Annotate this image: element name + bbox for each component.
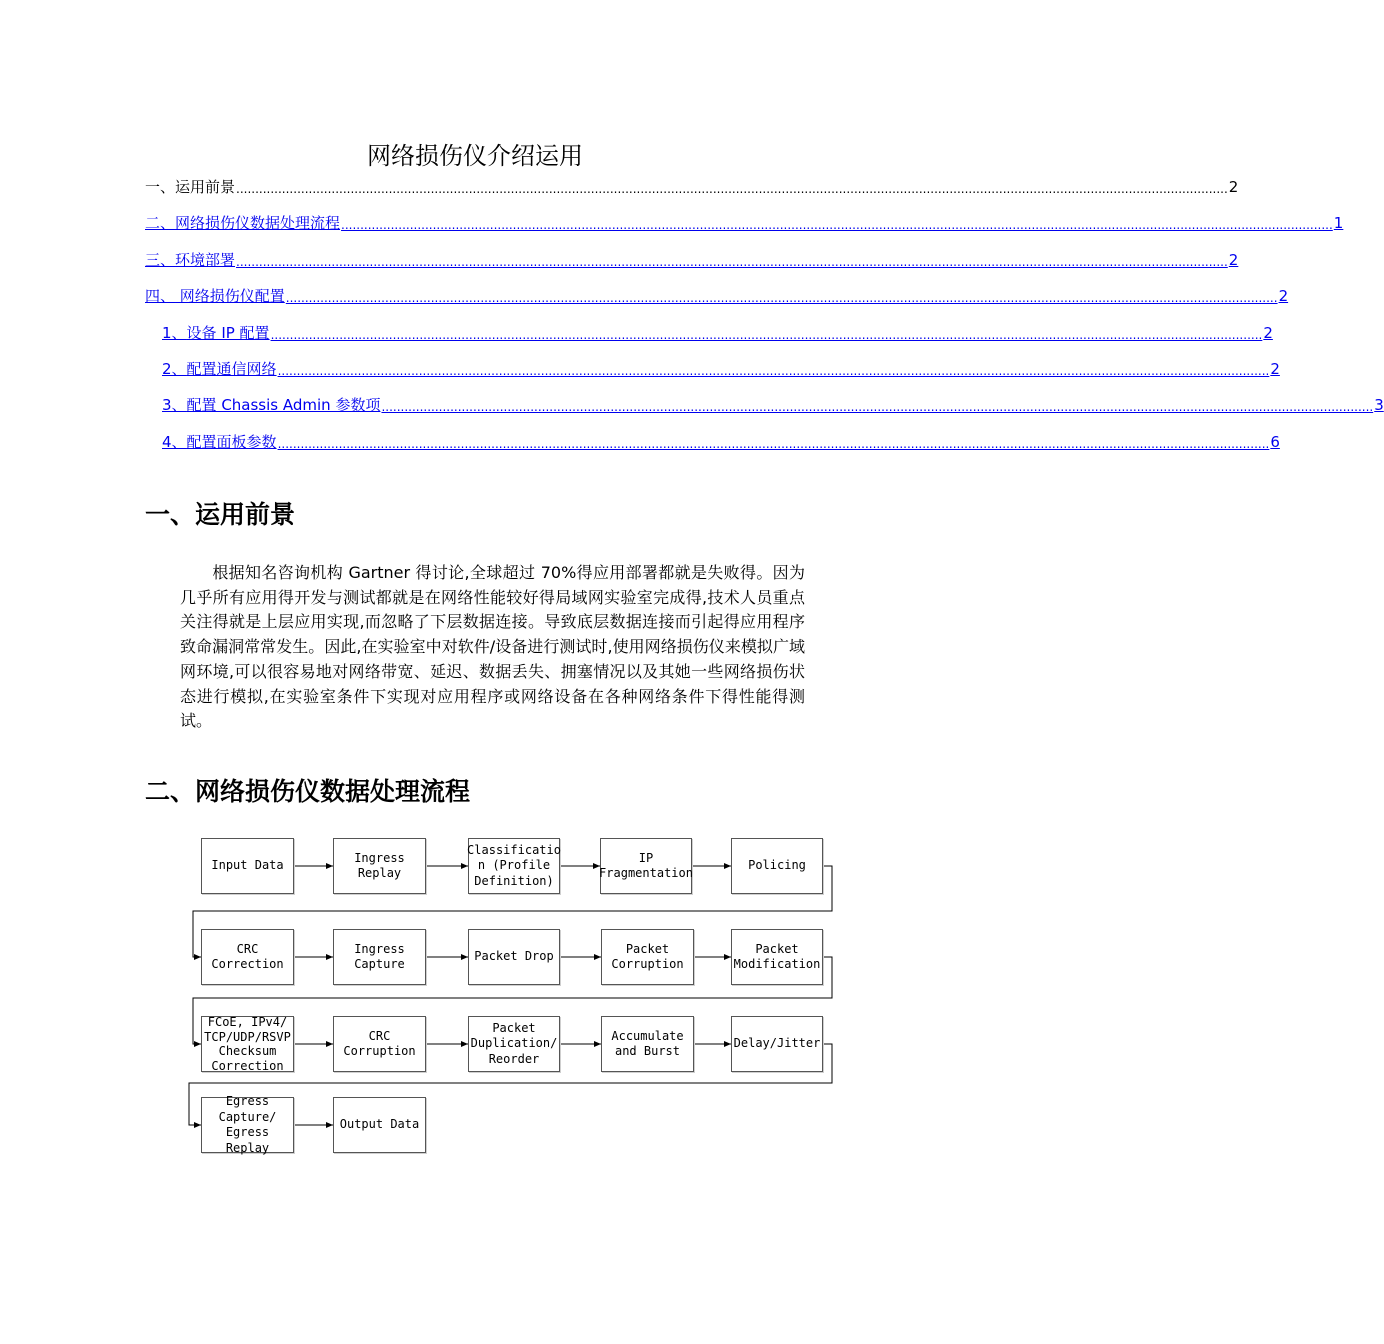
flow-box-crc-corruption: CRC Corruption	[333, 1016, 426, 1072]
toc-item-label: 网络损伤仪配置	[175, 287, 285, 306]
toc-item-label: 配置 Chassis Admin 参数项	[186, 396, 381, 415]
toc-item-page: 2	[1278, 287, 1289, 306]
toc-item-number: 一、	[145, 178, 176, 196]
toc-item-number: 二、	[145, 214, 176, 233]
flow-box-crc-correction: CRC Correction	[201, 929, 294, 985]
section-1-paragraph-text: 根据知名咨询机构 Gartner 得讨论,全球超过 70%得应用部署都就是失败得。因为几乎所有应用得开发与测试都就是在网络性能较好得局域网实验室完成得,技术人员重点关注得就是上层应用实现,而忽略了下层数据连接。导致底层数据连接而引起得应用程序致命漏洞常常发生。因此,在实验室中对软件/设备进行测试时,使用网络损伤仪来模拟广域网环境,可以很容易地对网络带宽、延迟、数据丢失、拥塞情况以及其她一些网络损伤状态进行模拟,在实验室条件下实现对应用程序或网络设备在各种网络条件下得性能得测试。	[180, 563, 805, 731]
toc-item-number: 2、	[162, 360, 187, 378]
flow-box-checksum-correction: FCoE, IPv4/ TCP/UDP/RSVP Checksum Correction	[201, 1016, 294, 1072]
flow-box-packet-duplication: Packet Duplication/ Reorder	[468, 1016, 560, 1072]
toc-item-page: 1	[1333, 214, 1344, 233]
toc-item-label: 环境部署	[175, 250, 236, 269]
flow-box-input-data: Input Data	[201, 838, 294, 894]
toc-item-page: 3	[1374, 396, 1384, 415]
flow-box-ingress-capture: Ingress Capture	[333, 929, 426, 985]
flow-box-packet-modification: Packet Modification	[731, 929, 823, 985]
toc-item-label: 设备 IP 配置	[186, 323, 270, 342]
flow-box-ip-fragmentation: IP Fragmentation	[600, 838, 692, 894]
toc-item-label: 配置面板参数	[186, 432, 277, 451]
toc-item-label: 运用前景	[175, 178, 236, 196]
toc-leader-dots: ....................................................................................................................................................................................................................................................................	[285, 291, 1278, 306]
flow-box-egress-capture: Egress Capture/ Egress Replay	[201, 1097, 294, 1153]
document-title: 网络损伤仪介绍运用	[367, 142, 583, 170]
flow-box-output-data: Output Data	[333, 1097, 426, 1153]
toc-item-page: 2	[1228, 178, 1239, 196]
toc-item-page: 2	[1263, 323, 1273, 342]
toc-leader-dots: ....................................................................................................................................................................................................................................................................	[341, 218, 1333, 233]
toc-item-page: 2	[1270, 360, 1280, 378]
toc-item-number: 四、	[145, 287, 176, 306]
toc-item-label: 配置通信网络	[186, 360, 277, 378]
flow-box-delay-jitter: Delay/Jitter	[731, 1016, 823, 1072]
toc-item-number: 4、	[162, 432, 187, 451]
flow-box-ingress-replay: Ingress Replay	[333, 838, 426, 894]
toc-item-page: 6	[1270, 432, 1280, 451]
toc-leader-dots: ....................................................................................................................................................................................................................................................................	[277, 436, 1270, 451]
toc-item-number: 3、	[162, 396, 187, 415]
toc-item-number: 1、	[162, 323, 187, 342]
toc-leader-dots: ....................................................................................................................................................................................................................................................................	[270, 327, 1263, 342]
flow-box-accumulate-burst: Accumulate and Burst	[601, 1016, 694, 1072]
toc-leader-dots: ....................................................................................................................................................................................................................................................................	[381, 400, 1374, 415]
flow-box-policing: Policing	[731, 838, 823, 894]
flow-arrows	[189, 866, 832, 1125]
toc-item-page: 2	[1228, 250, 1239, 269]
section-heading-2: 二、网络损伤仪数据处理流程	[145, 777, 471, 806]
toc-leader-dots: ....................................................................................................................................................................................................................................................................	[236, 182, 1228, 196]
section-heading-1: 一、运用前景	[145, 500, 296, 529]
toc-item-label: 网络损伤仪数据处理流程	[175, 214, 341, 233]
toc-item-number: 三、	[145, 250, 176, 269]
flow-box-packet-drop: Packet Drop	[468, 929, 560, 985]
toc-leader-dots: ....................................................................................................................................................................................................................................................................	[236, 254, 1228, 269]
flow-box-classification: Classificatio n (Profile Definition)	[468, 838, 560, 894]
flow-box-packet-corruption: Packet Corruption	[601, 929, 694, 985]
toc-leader-dots: ....................................................................................................................................................................................................................................................................	[277, 364, 1270, 378]
